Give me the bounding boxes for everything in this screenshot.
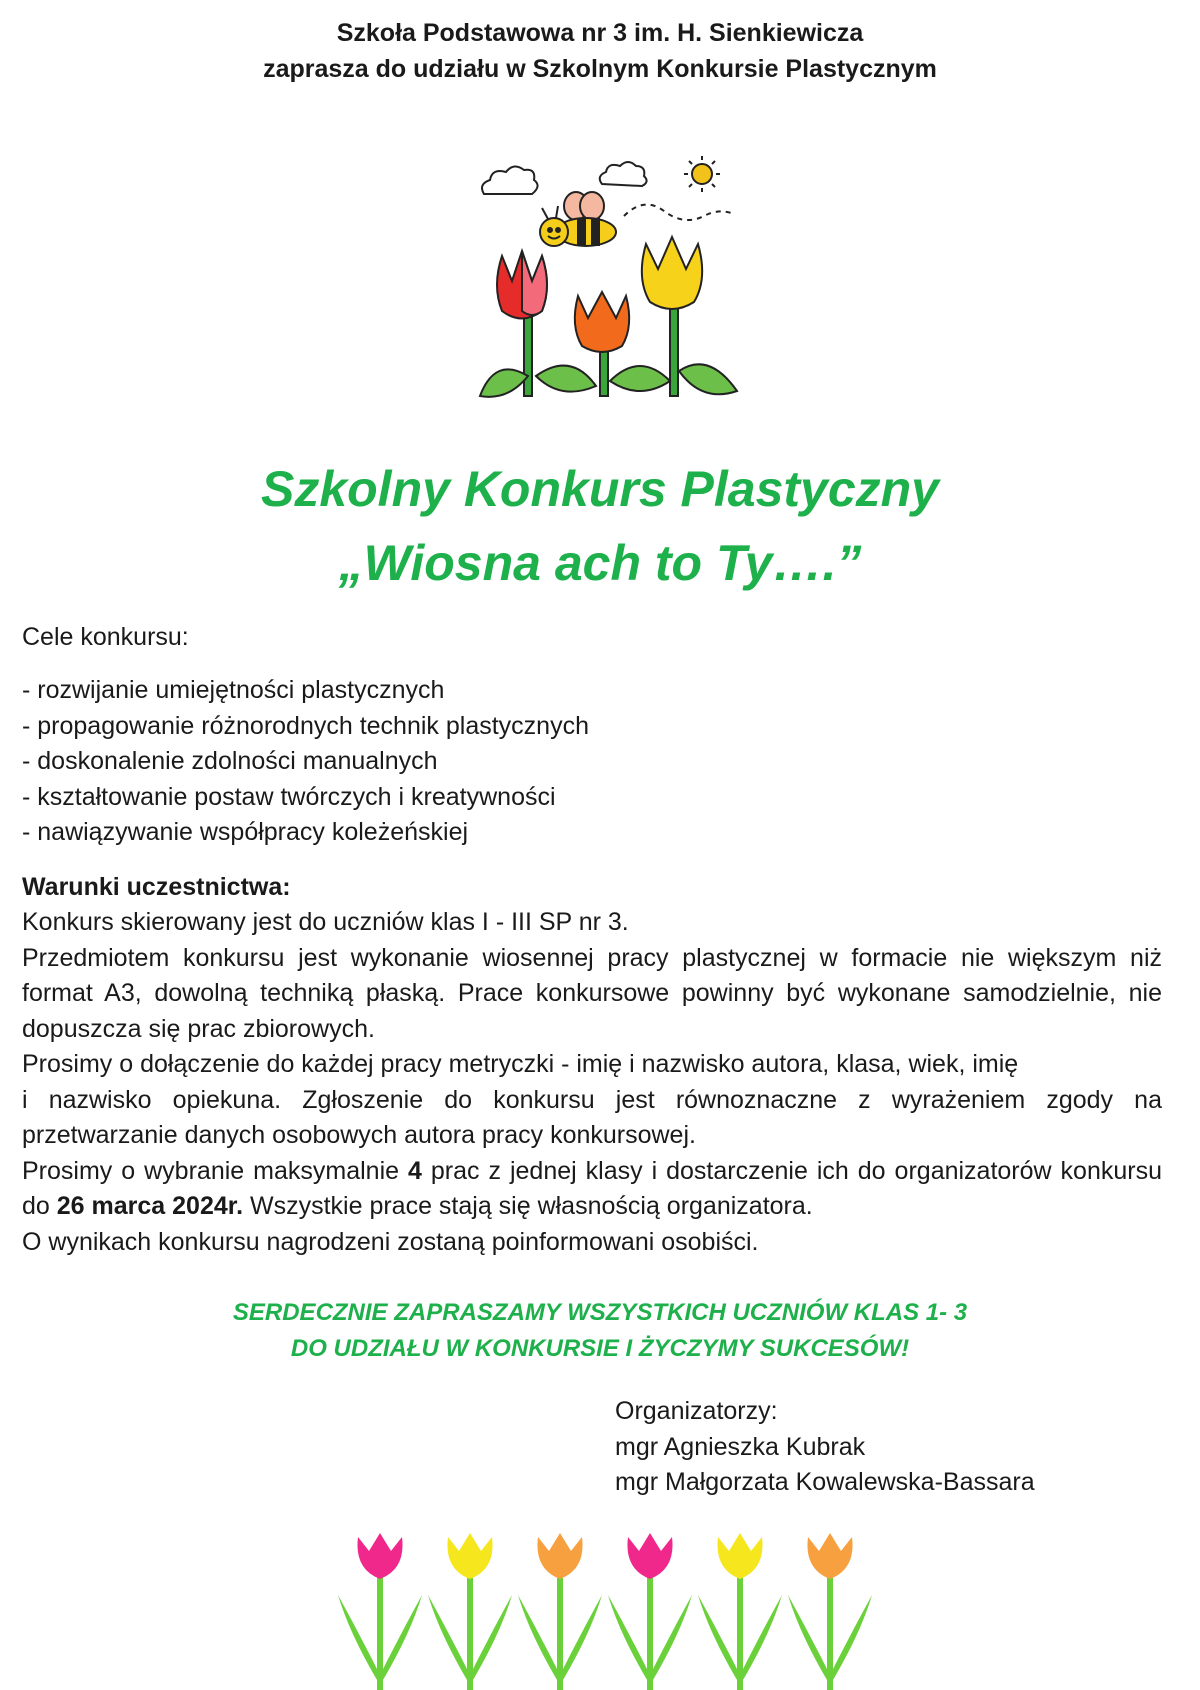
contest-subtitle: „Wiosna ach to Ty….” xyxy=(338,535,862,591)
organizers-block xyxy=(615,1394,1035,1501)
tulip-icon xyxy=(608,1533,692,1690)
conditions-paragraph: i nazwisko opiekuna. Zgłoszenie do konkursu jest równoznaczne z wyrażeniem zgody na przetwarzanie danych osobowych autora pracy konkursowej. xyxy=(22,1085,1162,1149)
tulip-icon xyxy=(518,1533,602,1690)
organizers-label: Organizatorzy: xyxy=(615,1397,778,1425)
tulip-icon xyxy=(338,1533,422,1690)
list-item: - rozwijanie umiejętności plastycznych xyxy=(22,676,445,704)
conditions-paragraph: Prosimy o dołączenie do każdej pracy metryczki - imię i nazwisko autora, klasa, wiek, imię xyxy=(22,1050,1019,1078)
sun-icon xyxy=(684,156,720,192)
cloud-icon xyxy=(600,162,647,186)
max-count: 4 xyxy=(408,1156,422,1185)
school-name: Szkoła Podstawowa nr 3 im. H. Sienkiewicza xyxy=(336,19,864,47)
list-item: - nawiązywanie współpracy koleżeńskiej xyxy=(22,818,469,846)
conditions-body xyxy=(22,905,1162,1260)
list-item: - propagowanie różnorodnych technik plastycznych xyxy=(22,711,589,740)
conditions-paragraph xyxy=(22,1154,1162,1225)
goals-label: Cele konkursu: xyxy=(22,623,189,651)
cloud-icon xyxy=(482,166,538,194)
organizer-name: mgr Małgorzata Kowalewska-Bassara xyxy=(615,1468,1035,1496)
invite-line: SERDECZNIE ZAPRASZAMY WSZYSTKICH UCZNIÓW KLAS 1- 3 xyxy=(232,1299,968,1326)
text-span: prac z jednej klasy i dostarczenie ich do organizatorów konkursu do xyxy=(22,1156,1163,1220)
tulip-row-illustration xyxy=(335,1525,875,1690)
invite-line: DO UDZIAŁU W KONKURSIE I ŻYCZYMY SUKCESÓW! xyxy=(290,1335,910,1362)
text-span: Prosimy o wybranie maksymalnie xyxy=(22,1156,409,1185)
tulip-icon xyxy=(788,1533,872,1690)
tulip-icon xyxy=(428,1533,512,1690)
text-span: Wszystkie prace stają się własnością organizatora. xyxy=(243,1192,813,1220)
list-item: - doskonalenie zdolności manualnych xyxy=(22,747,438,775)
list-item: - kształtowanie postaw twórczych i kreatywności xyxy=(22,782,556,811)
conditions-paragraph: Przedmiotem konkursu jest wykonanie wiosennej pracy plastycznej w formacie nie większym niż format A3, dowolną techniką płaską. Prace konkursowe powinny być wykonane samodzielnie, nie dopuszcza się prac zbiorowych. xyxy=(22,943,1162,1043)
bee-tulips-illustration xyxy=(474,156,742,402)
organizer-name: mgr Agnieszka Kubrak xyxy=(615,1432,866,1461)
deadline-date: 26 marca 2024r. xyxy=(56,1192,244,1220)
conditions-paragraph: O wynikach konkursu nagrodzeni zostaną poinformowani osobiści. xyxy=(22,1227,759,1256)
conditions-heading: Warunki uczestnictwa: xyxy=(22,873,291,901)
conditions-paragraph: Konkurs skierowany jest do uczniów klas I - III SP nr 3. xyxy=(22,908,629,936)
goals-list xyxy=(22,673,589,851)
tulip-icon xyxy=(698,1533,782,1690)
contest-title: Szkolny Konkurs Plastyczny xyxy=(260,461,939,517)
bee-icon xyxy=(540,192,616,246)
invitation-line: zaprasza do udziału w Szkolnym Konkursie Plastycznym xyxy=(263,55,937,83)
